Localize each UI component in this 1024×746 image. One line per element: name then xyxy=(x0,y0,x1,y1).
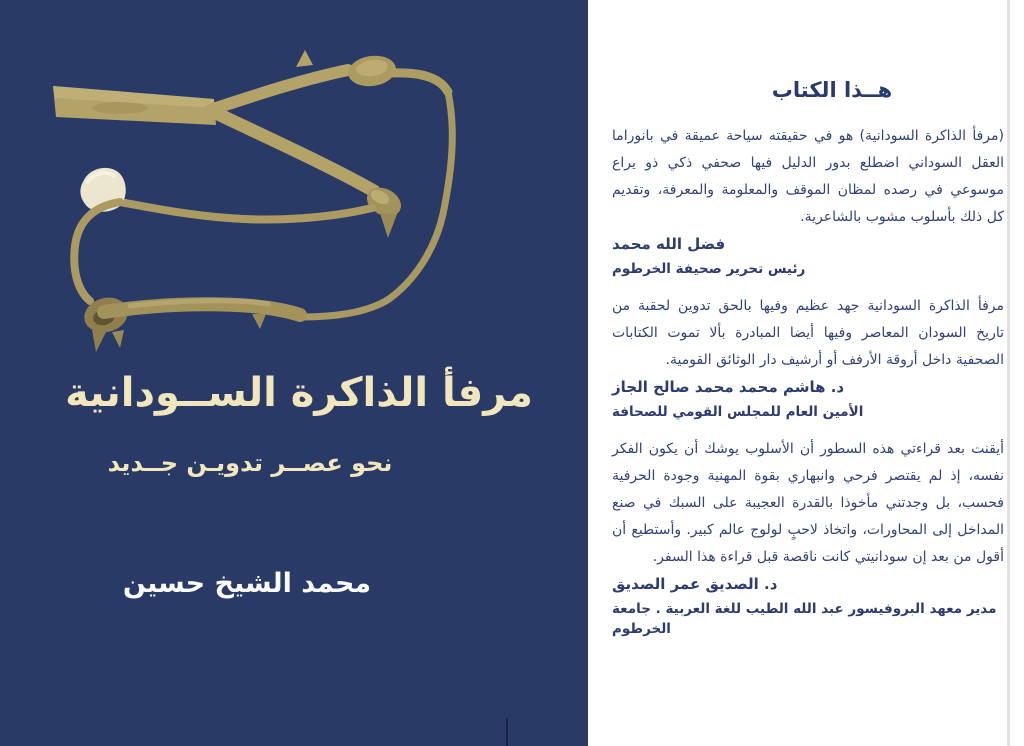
testimonial-author-name: د. الصديق عمر الصديق xyxy=(612,575,778,593)
book-author: محمد الشيخ حسين xyxy=(122,568,372,599)
testimonial-quote: أيقنت بعد قراءتي هذه السطور أن الأسلوب يوشك أن يكون الفكر نفسه، إذ لم يقتصر فرحي وانبهاري بقوة المهنية وجودة الحرفية فحسب، بل وجدتني مأخوذا بالقدرة العجيبة على السبك في صنع المداخل إلى المحاورات، واتخاذ لاحبٍ لولوج عالم كبير. وأستطيع أن أقول من بعد إن سودانيتي كانت ناقصة قبل قراءة هذا السفر. xyxy=(612,441,1004,565)
testimonial-section xyxy=(612,436,1004,639)
book-subtitle: نحو عصــر تدويـن جــديد xyxy=(107,449,393,477)
testimonial-author-role: الأمين العام للمجلس القومي للصحافة xyxy=(612,404,864,420)
spine-fold-mark xyxy=(506,718,508,746)
driftwood-calligraphy-image xyxy=(0,0,588,370)
testimonial-author-role: مدير معهد البروفيسور عبد الله الطيب للغة العربية . جامعة الخرطوم xyxy=(612,601,997,637)
testimonial-quote: مرفأ الذاكرة السودانية جهد عظيم وفيها بالحق تدوين لحقبة من تاريخ السودان المعاصر وفيها أيضا المبادرة بألا تموت الكتابات الصحفية داخل أروقة الأرفف أو أرشيف دار الوثائق القومية. xyxy=(612,298,1004,368)
testimonial-author-name: فضل الله محمد xyxy=(612,235,726,253)
about-book-content xyxy=(612,78,1004,653)
page-edge-line xyxy=(1007,0,1010,746)
testimonial-author-role: رئيس تحرير صحيفة الخرطوم xyxy=(612,261,806,277)
page-heading: هــذا الكتاب xyxy=(771,78,893,102)
testimonial-author-name: د. هاشم محمد محمد صالح الجاز xyxy=(612,378,845,396)
testimonial-section xyxy=(612,293,1004,422)
testimonial-quote: (مرفأ الذاكرة السودانية) هو في حقيقته سياحة عميقة في بانوراما العقل السوداني اضطلع بدور الدليل فيها صحفي ذكي ذو يراع موسوعي في رصده لمظان الموقف والمعلومة والمعرفة، وتقديم كل ذلك بأسلوب مشوب بالشاعرية. xyxy=(612,128,1004,225)
book-title: مرفأ الذاكرة الســودانية xyxy=(65,370,533,416)
testimonial-section xyxy=(612,123,1004,279)
